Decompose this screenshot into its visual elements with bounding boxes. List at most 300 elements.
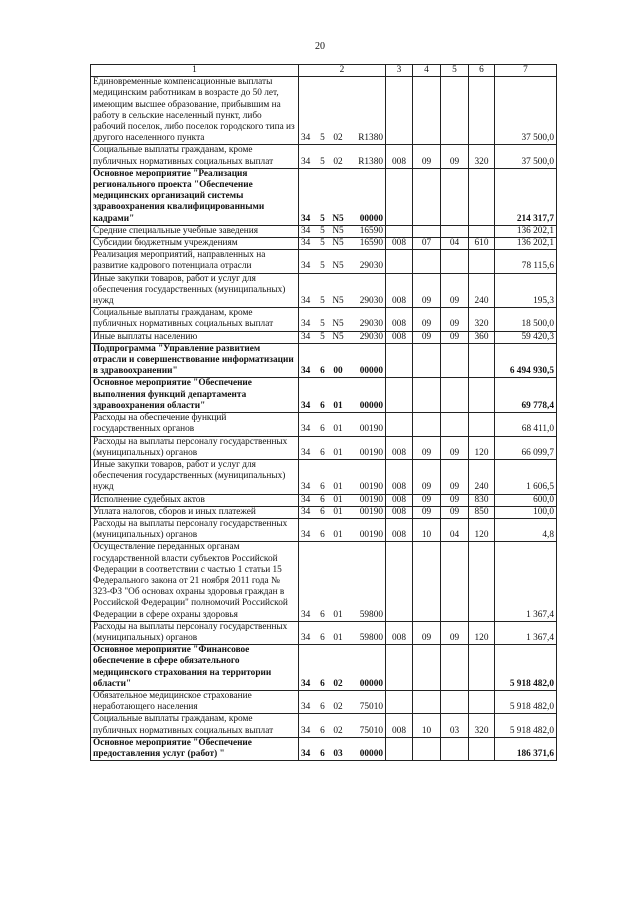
row-section (413, 250, 441, 273)
row-subsection (441, 168, 469, 225)
row-code (299, 690, 386, 713)
row-code (299, 494, 386, 506)
code-part: 00000 (359, 213, 383, 224)
code-part: 6 (320, 447, 325, 458)
row-expense-type: 320 (469, 714, 495, 737)
row-code (299, 331, 386, 343)
row-amount: 5 918 482,0 (495, 714, 557, 737)
code-part: 00190 (359, 447, 383, 458)
row-expense-type: 850 (469, 506, 495, 518)
row-code (299, 714, 386, 737)
code-part: 6 (320, 632, 325, 643)
row-amount: 5 918 482,0 (495, 645, 557, 691)
code-part: N5 (332, 331, 344, 342)
row-section (413, 413, 441, 436)
code-part: 34 (301, 238, 311, 249)
header-cell: 1 (91, 65, 299, 77)
code-part: 34 (301, 530, 311, 541)
table-row (91, 690, 557, 713)
row-subsection: 09 (441, 145, 469, 168)
code-part: 02 (333, 725, 343, 736)
row-amount: 1 606,5 (495, 459, 557, 494)
row-name: Расходы на обеспечение функций государственных органов (91, 413, 299, 436)
code-part: 34 (301, 506, 311, 517)
table-row (91, 737, 557, 760)
code-part: N5 (332, 319, 344, 330)
header-cell: 5 (441, 65, 469, 77)
table-header-row (91, 65, 557, 77)
code-part: N5 (332, 213, 344, 224)
row-ministry: 008 (386, 494, 413, 506)
code-part: 6 (320, 482, 325, 493)
table-row (91, 273, 557, 308)
row-name: Основное мероприятие "Обеспечение предоставления услуг (работ) " (91, 737, 299, 760)
row-name: Иные выплаты населению (91, 331, 299, 343)
row-code-parts (301, 702, 383, 713)
row-section: 09 (413, 506, 441, 518)
code-part: 6 (320, 748, 325, 759)
row-subsection: 09 (441, 459, 469, 494)
code-part: 6 (320, 424, 325, 435)
code-part: N5 (332, 296, 344, 307)
code-part: 00190 (359, 482, 383, 493)
code-part: 5 (320, 296, 325, 307)
row-amount: 59 420,3 (495, 331, 557, 343)
row-section (413, 645, 441, 691)
row-ministry (386, 645, 413, 691)
row-amount: 66 099,7 (495, 436, 557, 459)
row-ministry (386, 225, 413, 237)
row-subsection: 09 (441, 506, 469, 518)
row-expense-type (469, 343, 495, 378)
row-amount: 18 500,0 (495, 308, 557, 331)
row-code (299, 168, 386, 225)
row-name: Социальные выплаты гражданам, кроме публичных нормативных социальных выплат (91, 145, 299, 168)
row-code (299, 378, 386, 413)
row-code-parts (301, 530, 383, 541)
row-expense-type: 320 (469, 145, 495, 168)
row-subsection: 09 (441, 331, 469, 343)
code-part: 01 (333, 632, 343, 643)
row-expense-type: 830 (469, 494, 495, 506)
code-part: 02 (333, 678, 343, 689)
table-row (91, 378, 557, 413)
row-expense-type (469, 645, 495, 691)
row-section: 09 (413, 273, 441, 308)
row-code-parts (301, 633, 383, 644)
row-section: 09 (413, 494, 441, 506)
row-code-parts (301, 238, 383, 249)
row-code (299, 413, 386, 436)
row-code-parts (301, 726, 383, 737)
code-part: 34 (301, 632, 311, 643)
row-code-parts (301, 424, 383, 435)
row-ministry (386, 413, 413, 436)
row-ministry (386, 168, 413, 225)
row-amount: 136 202,1 (495, 238, 557, 250)
table-row (91, 518, 557, 541)
row-ministry: 008 (386, 518, 413, 541)
code-part: 29030 (359, 296, 383, 307)
code-part: 02 (333, 156, 343, 167)
code-part: 29030 (359, 261, 383, 272)
code-part: 34 (301, 702, 311, 713)
row-name: Основное мероприятие "Финансовое обеспечение в сфере обязательного медицинского страхования на территории области" (91, 645, 299, 691)
code-part: 01 (333, 609, 343, 620)
code-part: 6 (320, 609, 325, 620)
row-amount: 6 494 930,5 (495, 343, 557, 378)
table-row (91, 436, 557, 459)
row-name: Основное мероприятие "Обеспечение выполнения функций департамента здравоохранения области" (91, 378, 299, 413)
code-part: 34 (301, 133, 311, 144)
row-ministry: 008 (386, 621, 413, 644)
code-part: 34 (301, 400, 311, 411)
row-code (299, 506, 386, 518)
table-row (91, 494, 557, 506)
row-ministry: 008 (386, 506, 413, 518)
code-part: 34 (301, 725, 311, 736)
table-row (91, 714, 557, 737)
row-ministry: 008 (386, 714, 413, 737)
code-part: 01 (333, 482, 343, 493)
code-part: 5 (320, 156, 325, 167)
row-code (299, 645, 386, 691)
row-code (299, 542, 386, 621)
row-section: 09 (413, 145, 441, 168)
row-subsection (441, 645, 469, 691)
row-subsection (441, 250, 469, 273)
row-expense-type (469, 225, 495, 237)
code-part: 6 (320, 702, 325, 713)
code-part: N5 (332, 261, 344, 272)
code-part: 03 (333, 748, 343, 759)
row-amount: 214 317,7 (495, 168, 557, 225)
code-part: 02 (333, 133, 343, 144)
budget-table (90, 64, 557, 761)
row-amount: 4,8 (495, 518, 557, 541)
row-name: Расходы на выплаты персоналу государственных (муниципальных) органов (91, 436, 299, 459)
row-ministry: 008 (386, 238, 413, 250)
code-part: 00000 (359, 748, 383, 759)
row-code-parts (301, 332, 383, 343)
code-part: 5 (320, 213, 325, 224)
row-code-parts (301, 610, 383, 621)
row-section (413, 542, 441, 621)
row-subsection (441, 378, 469, 413)
code-part: 01 (333, 530, 343, 541)
row-code-parts (301, 495, 383, 506)
row-expense-type (469, 542, 495, 621)
row-code-parts (301, 296, 383, 307)
row-expense-type: 360 (469, 331, 495, 343)
row-expense-type: 240 (469, 459, 495, 494)
row-amount: 100,0 (495, 506, 557, 518)
row-ministry (386, 343, 413, 378)
code-part: 5 (320, 238, 325, 249)
row-name: Единовременные компенсационные выплаты медицинским работникам в возрасте до 50 лет, имеющим высшее образование, прибывшим на работу в сельские населенный пункт, либо рабочий поселок, либо поселок городского типа из другого населенного пункта (91, 77, 299, 145)
row-subsection (441, 542, 469, 621)
row-section: 09 (413, 436, 441, 459)
row-section (413, 168, 441, 225)
row-subsection: 03 (441, 714, 469, 737)
row-expense-type: 120 (469, 518, 495, 541)
table-row (91, 77, 557, 145)
row-code (299, 225, 386, 237)
row-name: Уплата налогов, сборов и иных платежей (91, 506, 299, 518)
row-subsection (441, 690, 469, 713)
code-part: 5 (320, 319, 325, 330)
row-name: Расходы на выплаты персоналу государственных (муниципальных) органов (91, 621, 299, 644)
code-part: 34 (301, 424, 311, 435)
code-part: 00000 (359, 678, 383, 689)
row-name: Основное мероприятие "Реализация регионального проекта "Обеспечение медицинских организаций системы здравоохранения квалифицированными кадрами" (91, 168, 299, 225)
table-row (91, 168, 557, 225)
table-row (91, 331, 557, 343)
table-row (91, 225, 557, 237)
code-part: 34 (301, 331, 311, 342)
code-part: 6 (320, 366, 325, 377)
code-part: 5 (320, 261, 325, 272)
code-part: 5 (320, 133, 325, 144)
code-part: 59800 (359, 632, 383, 643)
code-part: 6 (320, 678, 325, 689)
row-ministry: 008 (386, 459, 413, 494)
row-ministry: 008 (386, 331, 413, 343)
code-part: 34 (301, 366, 311, 377)
table-row (91, 542, 557, 621)
code-part: 59800 (359, 609, 383, 620)
code-part: 00190 (359, 530, 383, 541)
row-expense-type (469, 250, 495, 273)
table-row (91, 145, 557, 168)
row-ministry (386, 77, 413, 145)
page-number: 20 (315, 41, 325, 52)
table-row (91, 250, 557, 273)
row-amount: 5 918 482,0 (495, 690, 557, 713)
row-section: 09 (413, 308, 441, 331)
table-row (91, 459, 557, 494)
code-part: 29030 (359, 319, 383, 330)
row-name: Иные закупки товаров, работ и услуг для обеспечения государственных (муниципальных) нужд (91, 273, 299, 308)
row-amount: 69 778,4 (495, 378, 557, 413)
row-subsection: 09 (441, 308, 469, 331)
row-expense-type (469, 378, 495, 413)
code-part: 6 (320, 725, 325, 736)
code-part: 16590 (359, 238, 383, 249)
row-subsection (441, 737, 469, 760)
row-code-parts (301, 214, 383, 225)
header-cell: 3 (386, 65, 413, 77)
row-code-parts (301, 507, 383, 518)
table-row (91, 308, 557, 331)
row-subsection: 09 (441, 436, 469, 459)
row-code-parts (301, 749, 383, 760)
code-part: 5 (320, 225, 325, 236)
code-part: 6 (320, 506, 325, 517)
code-part: 01 (333, 506, 343, 517)
row-code (299, 436, 386, 459)
row-name: Иные закупки товаров, работ и услуг для обеспечения государственных (муниципальных) нужд (91, 459, 299, 494)
row-code (299, 308, 386, 331)
code-part: 6 (320, 400, 325, 411)
row-expense-type (469, 413, 495, 436)
row-section (413, 690, 441, 713)
header-cell: 4 (413, 65, 441, 77)
row-code-parts (301, 679, 383, 690)
row-code-parts (301, 401, 383, 412)
code-part: R1380 (358, 156, 383, 167)
row-code (299, 145, 386, 168)
code-part: 29030 (359, 331, 383, 342)
row-section (413, 225, 441, 237)
row-name: Средние специальные учебные заведения (91, 225, 299, 237)
row-expense-type: 320 (469, 308, 495, 331)
row-code-parts (301, 261, 383, 272)
table-row (91, 645, 557, 691)
code-part: 34 (301, 156, 311, 167)
code-part: R1380 (358, 133, 383, 144)
row-name: Обязательное медицинское страхование неработающего населения (91, 690, 299, 713)
code-part: 34 (301, 494, 311, 505)
row-expense-type (469, 690, 495, 713)
row-section (413, 77, 441, 145)
row-code-parts (301, 448, 383, 459)
table-row (91, 343, 557, 378)
code-part: 34 (301, 748, 311, 759)
code-part: 00190 (359, 424, 383, 435)
row-amount: 136 202,1 (495, 225, 557, 237)
row-amount: 186 371,6 (495, 737, 557, 760)
code-part: 34 (301, 319, 311, 330)
row-code (299, 459, 386, 494)
code-part: 6 (320, 530, 325, 541)
code-part: N5 (332, 225, 344, 236)
row-section (413, 378, 441, 413)
row-expense-type: 240 (469, 273, 495, 308)
row-subsection: 09 (441, 273, 469, 308)
header-cell: 6 (469, 65, 495, 77)
row-expense-type (469, 168, 495, 225)
row-name: Расходы на выплаты персоналу государственных (муниципальных) органов (91, 518, 299, 541)
code-part: 34 (301, 678, 311, 689)
row-amount: 1 367,4 (495, 542, 557, 621)
code-part: 34 (301, 296, 311, 307)
row-name: Исполнение судебных актов (91, 494, 299, 506)
row-name: Социальные выплаты гражданам, кроме публичных нормативных социальных выплат (91, 308, 299, 331)
row-section: 10 (413, 518, 441, 541)
row-name: Субсидии бюджетным учреждениям (91, 238, 299, 250)
row-amount: 68 411,0 (495, 413, 557, 436)
table-row (91, 506, 557, 518)
row-code (299, 518, 386, 541)
row-name: Осуществление переданных органам государственной власти субъектов Российской Федерации в соответствии с частью 1 статьи 15 Федерального закона от 21 ноября 2011 года № 323-ФЗ "Об основах охраны здоровья граждан в Российской Федерации" полномочий Российской Федерации в сфере охраны здоровья (91, 542, 299, 621)
row-code (299, 273, 386, 308)
row-section (413, 737, 441, 760)
header-cell: 7 (495, 65, 557, 77)
row-code-parts (301, 319, 383, 330)
code-part: 75010 (359, 725, 383, 736)
row-code (299, 343, 386, 378)
code-part: 00 (333, 366, 343, 377)
row-expense-type (469, 77, 495, 145)
code-part: 01 (333, 424, 343, 435)
code-part: 6 (320, 494, 325, 505)
row-ministry (386, 250, 413, 273)
row-ministry (386, 737, 413, 760)
code-part: 01 (333, 494, 343, 505)
header-cell: 2 (299, 65, 386, 77)
code-part: 00190 (359, 506, 383, 517)
row-code-parts (301, 482, 383, 493)
code-part: 16590 (359, 225, 383, 236)
row-expense-type: 610 (469, 238, 495, 250)
code-part: 01 (333, 447, 343, 458)
row-amount: 1 367,4 (495, 621, 557, 644)
code-part: 5 (320, 331, 325, 342)
row-amount: 37 500,0 (495, 145, 557, 168)
code-part: 00000 (359, 400, 383, 411)
row-code (299, 77, 386, 145)
row-section (413, 343, 441, 378)
code-part: 75010 (359, 702, 383, 713)
row-ministry: 008 (386, 273, 413, 308)
row-subsection (441, 77, 469, 145)
row-expense-type: 120 (469, 436, 495, 459)
row-subsection: 04 (441, 238, 469, 250)
row-name: Социальные выплаты гражданам, кроме публичных нормативных социальных выплат (91, 714, 299, 737)
row-section: 09 (413, 621, 441, 644)
row-subsection: 09 (441, 621, 469, 644)
row-subsection (441, 343, 469, 378)
code-part: 34 (301, 609, 311, 620)
row-ministry: 008 (386, 436, 413, 459)
row-code-parts (301, 133, 383, 144)
row-subsection (441, 225, 469, 237)
table-row (91, 238, 557, 250)
row-expense-type: 120 (469, 621, 495, 644)
code-part: 34 (301, 213, 311, 224)
row-code (299, 737, 386, 760)
code-part: 01 (333, 400, 343, 411)
row-name: Реализация мероприятий, направленных на развитие кадрового потенциала отрасли (91, 250, 299, 273)
row-code (299, 250, 386, 273)
table-row (91, 413, 557, 436)
row-section: 09 (413, 331, 441, 343)
code-part: 34 (301, 261, 311, 272)
row-ministry: 008 (386, 145, 413, 168)
row-ministry: 008 (386, 308, 413, 331)
code-part: N5 (332, 238, 344, 249)
row-section: 10 (413, 714, 441, 737)
table-row (91, 621, 557, 644)
row-subsection: 04 (441, 518, 469, 541)
code-part: 34 (301, 482, 311, 493)
row-ministry (386, 542, 413, 621)
row-subsection (441, 413, 469, 436)
row-code-parts (301, 157, 383, 168)
row-code-parts (301, 366, 383, 377)
row-section: 07 (413, 238, 441, 250)
row-expense-type (469, 737, 495, 760)
code-part: 02 (333, 702, 343, 713)
row-code (299, 621, 386, 644)
code-part: 00190 (359, 494, 383, 505)
row-ministry (386, 690, 413, 713)
row-amount: 37 500,0 (495, 77, 557, 145)
row-subsection: 09 (441, 494, 469, 506)
code-part: 34 (301, 225, 311, 236)
code-part: 34 (301, 447, 311, 458)
